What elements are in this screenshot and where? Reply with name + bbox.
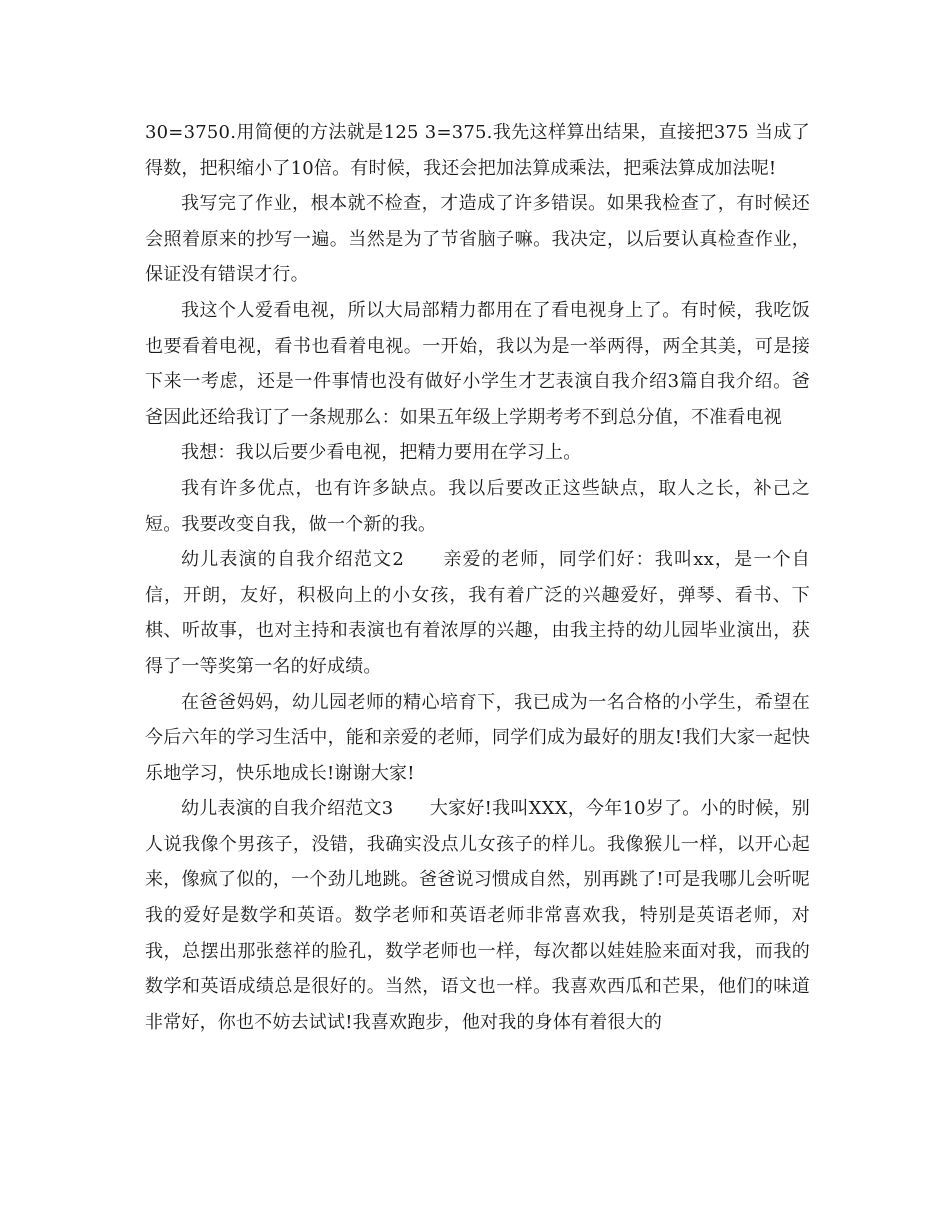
paragraph-homework-check: 我写完了作业，根本就不检查，才造成了许多错误。如果我检查了，有时候还会照着原来的抄写一遍。当然是为了节省脑子嘛。我决定，以后要认真检查作业，保证没有错误才行。 xyxy=(145,193,810,286)
paragraph-less-tv: 我想：我以后要少看电视，把精力要用在学习上。 xyxy=(181,442,582,464)
document-body xyxy=(145,115,810,1040)
paragraph-sample-2-closing: 在爸爸妈妈，幼儿园老师的精心培育下，我已成为一名合格的小学生，希望在今后六年的学习生活中，能和亲爱的老师，同学们成为最好的朋友!我们大家一起快乐地学习，快乐地成长!谢谢大家! xyxy=(145,691,810,784)
paragraph-sample-2-intro: 幼儿表演的自我介绍范文2 亲爱的老师，同学们好：我叫xx，是一个自信，开朗，友好，积极向上的小女孩，我有着广泛的兴趣爱好，弹琴、看书、下棋、听故事，也对主持和表演也有着浓厚的兴趣，由我主持的幼儿园毕业演出，获得了一等奖第一名的好成绩。 xyxy=(145,549,810,677)
paragraph-strengths-weaknesses: 我有许多优点，也有许多缺点。我以后要改正这些缺点，取人之长，补己之短。我要改变自我，做一个新的我。 xyxy=(145,477,810,535)
paragraph-watching-tv: 我这个人爱看电视，所以大局部精力都用在了看电视身上了。有时候，我吃饭也要看着电视，看书也看着电视。一开始，我以为是一举两得，两全其美，可是接下来一考虑，还是一件事情也没有做好小学生才艺表演自我介绍3篇自我介绍。爸爸因此还给我订了一条规那么：如果五年级上学期考考不到总分值，不准看电视 xyxy=(145,299,810,428)
paragraph-arithmetic-mistakes: 30=3750.用简便的方法就是125 3=375.我先这样算出结果，直接把375 当成了得数，把积缩小了10倍。有时候，我还会把加法算成乘法，把乘法算成加法呢! xyxy=(145,122,810,179)
paragraph-sample-3-intro: 幼儿表演的自我介绍范文3 大家好!我叫XXX，今年10岁了。小的时候，别人说我像个男孩子，没错，我确实没点儿女孩子的样儿。我像猴儿一样，以开心起来，像疯了似的，一个劲儿地跳。爸爸说习惯成自然，别再跳了!可是我哪儿会听呢我的爱好是数学和英语。数学老师和英语老师非常喜欢我，特别是英语老师，对我，总摆出那张慈祥的脸孔，数学老师也一样，每次都以娃娃脸来面对我，而我的数学和英语成绩总是很好的。当然，语文也一样。我喜欢西瓜和芒果，他们的味道非常好，你也不妨去试试!我喜欢跑步，他对我的身体有着很大的 xyxy=(145,798,810,1033)
